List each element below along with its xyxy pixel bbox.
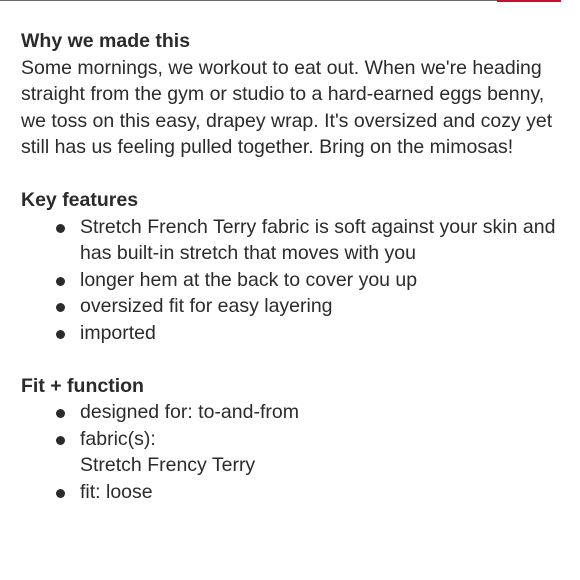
bullet-icon — [56, 436, 65, 445]
list-item-text: designed for: to-and-from — [80, 401, 299, 423]
list-item — [21, 293, 561, 320]
list-item — [21, 320, 561, 347]
list-item-text: longer hem at the back to cover you up — [80, 268, 418, 291]
bullet-icon — [56, 277, 65, 286]
list-item-text: oversized fit for easy layering — [80, 295, 333, 317]
why-we-made-this-section — [21, 28, 561, 161]
list-item — [21, 214, 561, 267]
list-item-subtext: Stretch Frency Terry — [80, 454, 256, 476]
bullet-icon — [56, 330, 65, 339]
why-body: Some mornings, we workout to eat out. When we're heading straight from the gym or studio to a hard-earned eggs benny, we toss on this easy, drapey wrap. It's oversized and cozy yet still has us feeling pulled together. Bring on the mimosas! — [21, 56, 553, 158]
key-features-section — [21, 187, 561, 346]
top-accent-bar — [497, 0, 561, 2]
key-features-heading: Key features — [21, 189, 139, 211]
bullet-icon — [56, 489, 65, 498]
list-item-text: imported — [80, 321, 156, 344]
list-item — [21, 267, 561, 294]
bullet-icon — [56, 303, 65, 312]
list-item — [21, 426, 561, 479]
fit-function-heading: Fit + function — [21, 374, 144, 397]
fit-function-list — [21, 399, 561, 505]
bullet-icon — [56, 409, 65, 418]
fit-function-section — [21, 373, 561, 506]
top-divider — [0, 0, 538, 1]
why-heading: Why we made this — [21, 30, 191, 52]
bullet-icon — [56, 224, 65, 233]
list-item — [21, 479, 561, 506]
list-item-text: Stretch French Terry fabric is soft against your skin and has built-in stretch that moves with you — [80, 215, 556, 264]
list-item-text: fit: loose — [80, 480, 153, 503]
list-item — [21, 399, 561, 426]
key-features-list — [21, 214, 561, 347]
product-details — [21, 28, 561, 532]
list-item-text: fabric(s): — [80, 427, 156, 450]
